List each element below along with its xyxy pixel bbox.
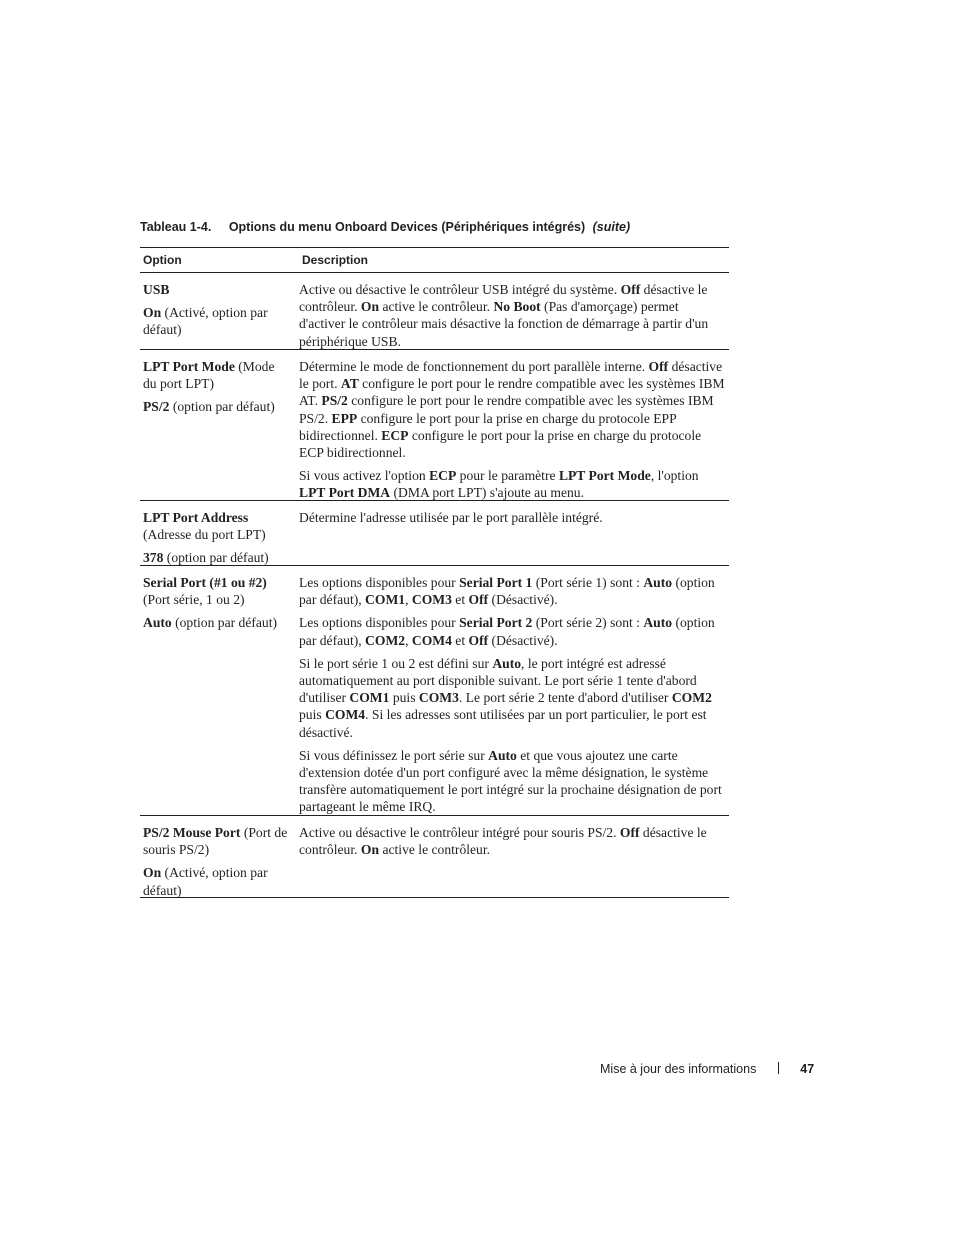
description-cell (299, 502, 729, 565)
description-paragraph (299, 614, 725, 648)
bold-term: PS/2 Mouse Port (143, 825, 241, 840)
bold-term: Off (468, 592, 489, 608)
text-run: Si le port série 1 ou 2 est défini sur (299, 655, 493, 671)
text-run: , le port intégré est adressé automatiquement au port disponible suivant. Le port série 1 tente d'abord d'utiliser (299, 655, 697, 706)
description-cell (299, 351, 729, 500)
bold-term: PS/2 (143, 399, 170, 415)
bold-term: COM3 (411, 592, 452, 608)
text-run: et (451, 592, 469, 608)
table-row (140, 501, 729, 566)
text-run: configure le port pour la prise en charge du protocole ECP bidirectionnel. (299, 427, 702, 461)
option-text (143, 398, 291, 415)
option-cell (140, 351, 299, 500)
page-number: 47 (800, 1062, 815, 1076)
bold-term: Off (648, 359, 669, 374)
description-paragraph (299, 655, 725, 741)
bold-term: No Boot (493, 299, 541, 315)
text-run: active le contrôleur. (379, 299, 494, 315)
table-caption (140, 220, 630, 234)
bold-term: COM2 (671, 690, 712, 706)
text-run: , l'option (650, 468, 699, 484)
text-run: pour le paramètre (456, 468, 559, 484)
bold-term: Off (619, 825, 640, 840)
text-run: (option par défaut) (171, 615, 278, 631)
bold-term: Off (468, 632, 489, 648)
options-table (140, 247, 729, 898)
table-caption-suffix: (suite) (592, 220, 631, 234)
description-paragraph (299, 747, 725, 816)
bold-term: ECP (429, 468, 457, 484)
bold-term: COM3 (418, 690, 459, 706)
bold-term: Auto (488, 747, 517, 763)
bold-term: Auto (643, 615, 673, 631)
text-run: puis (389, 690, 419, 706)
text-run: Détermine le mode de fonctionnement du port parallèle interne. (299, 359, 649, 374)
bold-term: AT (340, 376, 359, 392)
bold-term: COM2 (365, 632, 406, 648)
text-run: (option par défaut) (163, 550, 269, 566)
header-description: Description (302, 253, 369, 267)
text-run: et (451, 632, 469, 648)
table-row (140, 273, 729, 350)
table-header-row (140, 248, 729, 273)
option-text (143, 864, 291, 898)
bold-term: 378 (143, 550, 164, 566)
text-run: (option par défaut), (299, 615, 715, 648)
bold-term: Serial Port 1 (459, 575, 533, 590)
option-text (143, 281, 291, 298)
text-run: (Adresse du port LPT) (143, 527, 266, 543)
text-run: (option par défaut) (169, 399, 275, 415)
text-run: Active ou désactive le contrôleur intégré pour souris PS/2. (299, 825, 620, 840)
description-paragraph (299, 467, 725, 501)
table-caption-title: Options du menu Onboard Devices (Périphériques intégrés) (228, 220, 586, 234)
text-run: , (405, 592, 412, 608)
description-paragraph (299, 281, 725, 350)
bold-term: EPP (331, 410, 358, 426)
text-run: (DMA port LPT) s'ajoute au menu. (390, 485, 584, 501)
text-run: Si vous définissez le port série sur (299, 747, 489, 763)
bold-term: Off (620, 282, 641, 297)
option-text (143, 509, 291, 543)
description-paragraph (299, 509, 725, 526)
bold-term: COM1 (365, 592, 406, 608)
text-run: Active ou désactive le contrôleur USB intégré du système. (299, 282, 621, 297)
footer-divider (778, 1062, 779, 1074)
text-run: (Port série 1) sont : (532, 575, 644, 590)
bold-term: LPT Port Address (143, 510, 249, 525)
description-paragraph (299, 574, 725, 608)
description-cell (299, 274, 729, 349)
bold-term: USB (143, 282, 170, 297)
text-run: (Activé, option par défaut) (143, 865, 268, 898)
option-cell (140, 567, 299, 815)
table-body (140, 273, 729, 898)
table-row (140, 350, 729, 501)
text-run: (Mode du port LPT) (143, 359, 275, 392)
text-run: Les options disponibles pour (299, 575, 460, 590)
text-run: désactive le contrôleur. (299, 825, 707, 858)
option-cell (140, 274, 299, 349)
text-run: , (405, 632, 412, 648)
table-row (140, 566, 729, 816)
bold-term: Serial Port (#1 ou #2) (143, 575, 267, 590)
option-text (143, 824, 291, 858)
text-run: et que vous ajoutez une carte d'extension dotée d'un port configuré avec la même désignation, le système transfère automatiquement le port intégré sur la prochaine désignation de port partageant le même IRQ. (299, 747, 722, 815)
description-paragraph (299, 824, 725, 858)
option-text (143, 574, 291, 608)
text-run: . Si les adresses sont utilisées par un port particulier, le port est désactivé. (299, 707, 707, 740)
bold-term: COM4 (411, 632, 452, 648)
text-run: désactive le port. (299, 359, 723, 392)
text-run: (Désactivé). (488, 592, 558, 608)
bold-term: On (360, 842, 380, 858)
bold-term: Auto (492, 655, 522, 671)
bold-term: On (143, 865, 162, 881)
text-run: (Port série 2) sont : (532, 615, 644, 631)
bold-term: LPT Port DMA (299, 485, 391, 501)
footer-section-title: Mise à jour des informations (600, 1062, 757, 1076)
page-footer (600, 1062, 814, 1076)
text-run: puis (299, 707, 326, 723)
text-run: (Port série, 1 ou 2) (143, 592, 245, 608)
option-text (143, 549, 291, 566)
text-run: Les options disponibles pour (299, 615, 460, 631)
option-text (143, 304, 291, 338)
bold-term: Auto (143, 615, 172, 631)
table-row (140, 816, 729, 898)
table-caption-label: Tableau 1-4. (140, 220, 212, 234)
text-run: . Le port série 2 tente d'abord d'utiliser (458, 690, 672, 706)
bold-term: COM4 (325, 707, 366, 723)
text-run: configure le port pour la prise en charge du protocole EPP bidirectionnel. (299, 410, 677, 443)
text-run: (option par défaut), (299, 575, 715, 608)
description-paragraph (299, 358, 725, 461)
bold-term: LPT Port Mode (143, 359, 235, 374)
text-run: désactive le contrôleur. (299, 282, 708, 315)
text-run: active le contrôleur. (379, 842, 491, 858)
text-run: Si vous activez l'option (299, 468, 430, 484)
text-run: (Activé, option par défaut) (143, 305, 268, 338)
bold-term: Auto (643, 575, 673, 590)
option-cell (140, 502, 299, 565)
option-text (143, 614, 291, 631)
header-option: Option (143, 253, 182, 267)
text-run: Détermine l'adresse utilisée par le port parallèle intégré. (299, 510, 603, 525)
option-cell (140, 817, 299, 897)
text-run: (Désactivé). (488, 632, 558, 648)
text-run: (Pas d'amorçage) permet d'activer le contrôleur mais désactive la fonction de démarrage à partir d'un périphérique USB. (299, 299, 709, 349)
text-run: configure le port pour le rendre compatible avec les systèmes IBM AT. (299, 376, 725, 409)
description-cell (299, 567, 729, 815)
description-cell (299, 817, 729, 897)
bold-term: On (143, 305, 162, 321)
bold-term: PS/2 (321, 393, 348, 409)
bold-term: COM1 (349, 690, 390, 706)
bold-term: Serial Port 2 (459, 615, 533, 631)
bold-term: LPT Port Mode (558, 468, 651, 484)
bold-term: On (360, 299, 380, 315)
text-run: (Port de souris PS/2) (143, 825, 288, 858)
option-text (143, 358, 291, 392)
text-run: configure le port pour le rendre compatible avec les systèmes IBM PS/2. (299, 393, 714, 426)
bold-term: ECP (381, 427, 409, 443)
